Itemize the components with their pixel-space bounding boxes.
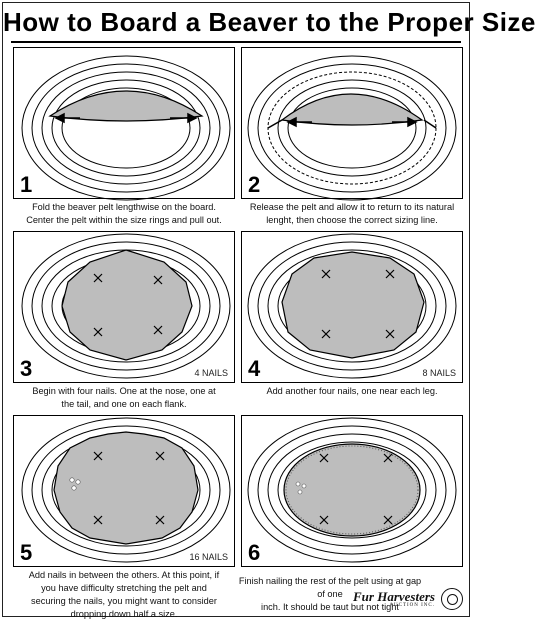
step-6-panel [241, 415, 463, 567]
step-5-diagram [14, 416, 236, 568]
seal-icon [441, 588, 463, 610]
step-2-caption-line2: lenght, then choose the correct sizing line. [266, 215, 438, 225]
step-1-caption-line2: Center the pelt within the size rings and pull out. [26, 215, 222, 225]
step-3-caption-line2: the tail, and one on each flank. [61, 399, 187, 409]
step-2-number: 2 [248, 172, 261, 197]
step-4-nail-count: 8 NAILS [422, 368, 456, 378]
step-1-number: 1 [20, 172, 33, 197]
title-divider [11, 41, 461, 43]
sizing-line-dashed [268, 72, 436, 184]
page-title: How to Board a Beaver to the Proper Size [3, 7, 536, 37]
step-6-caption-line2: inch. It should be taut but not tight [261, 602, 399, 612]
step-1-panel [13, 47, 235, 199]
step-4-panel [241, 231, 463, 383]
step-5-panel [13, 415, 235, 567]
pelt-shape [282, 94, 422, 125]
step-5-caption-line1: Add nails in between the others. At this point, if [28, 570, 220, 580]
pelt-shape [50, 91, 202, 121]
brand-subtitle: AUCTION INC. [389, 603, 435, 608]
step-6-caption-line1: Finish nailing the rest of the pelt using at gap of one [238, 576, 422, 599]
step-6-number: 6 [248, 540, 261, 565]
brand-logo [353, 589, 435, 608]
step-5-caption [13, 569, 235, 621]
step-5-number: 5 [20, 540, 33, 565]
step-3-caption-line1: Begin with four nails. One at the nose, one at [32, 386, 216, 396]
step-3-diagram [14, 232, 236, 384]
step-1-diagram [14, 48, 236, 200]
step-5-caption-line4: dropping down half a size. [70, 609, 178, 619]
brand-name: Fur Harvesters [353, 589, 435, 604]
step-4-caption-line1: Add another four nails, one near each leg. [266, 386, 438, 396]
step-4-diagram [242, 232, 464, 384]
step-5-caption-line3: securing the nails, you might want to consider [31, 596, 217, 606]
step-2-caption [241, 201, 463, 227]
step-2-panel [241, 47, 463, 199]
step-2-diagram [242, 48, 464, 200]
step-3-caption [13, 385, 235, 411]
step-3-nail-count: 4 NAILS [194, 368, 228, 378]
step-3-panel [13, 231, 235, 383]
step-5-caption-line2: you have difficulty stretching the pelt and [41, 583, 207, 593]
step-4-number: 4 [248, 356, 261, 381]
pelt-shape [282, 252, 424, 358]
pelt-shape [284, 444, 420, 536]
step-4-caption [241, 385, 463, 398]
step-5-nail-count: 16 NAILS [189, 552, 228, 562]
step-6-diagram [242, 416, 464, 568]
instruction-sheet [2, 2, 536, 619]
step-2-caption-line1: Release the pelt and allow it to return to its natural [249, 202, 455, 212]
step-1-caption [13, 201, 235, 227]
step-1-caption-line1: Fold the beaver pelt lengthwise on the board. [32, 202, 216, 212]
step-3-number: 3 [20, 356, 33, 381]
